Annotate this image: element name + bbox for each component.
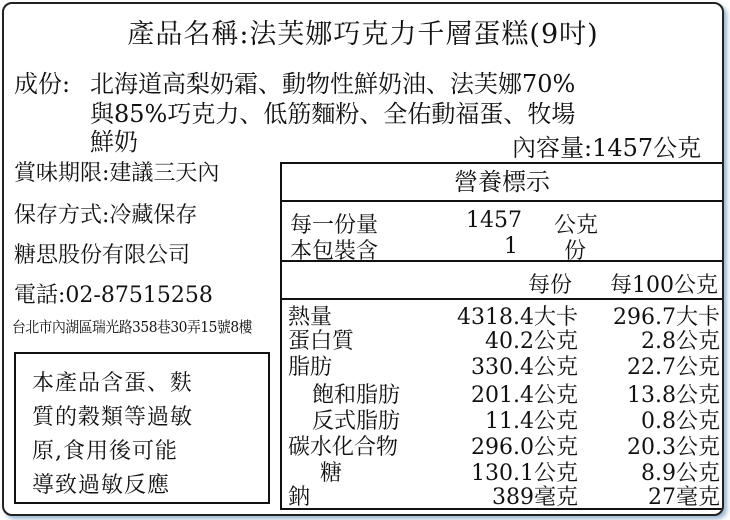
nutrient-per-100g: 27毫克 xyxy=(648,485,720,510)
nutrient-per-serving: 4318.4大卡 xyxy=(457,305,578,330)
servings-unit: 份 xyxy=(564,239,587,264)
allergy-line: 導致過敏反應 xyxy=(32,473,171,498)
nutrient-per-serving: 11.4公克 xyxy=(485,409,578,434)
table-divider xyxy=(282,260,722,262)
phone-number: 電話:02-87515258 xyxy=(14,283,213,308)
nutrient-name: 蛋白質 xyxy=(288,329,355,354)
col-per-100g: 每100公克 xyxy=(610,273,718,298)
ingredients-line: 鮮奶 xyxy=(90,128,138,156)
nutrient-per-100g: 22.7公克 xyxy=(627,355,720,380)
ingredients-line: 與85%巧克力、低筋麵粉、全佑動福蛋、牧場 xyxy=(90,100,576,128)
allergy-warning-box xyxy=(14,352,270,504)
allergy-line: 原,食用後可能 xyxy=(32,439,178,464)
nutrient-name: 脂肪 xyxy=(288,355,333,380)
serving-size-unit: 公克 xyxy=(554,213,599,238)
ingredients-label: 成份: xyxy=(14,70,71,98)
nutrition-table xyxy=(280,162,724,510)
nutrient-name: 反式脂肪 xyxy=(312,409,401,434)
product-label xyxy=(2,2,724,516)
servings-value: 1 xyxy=(504,234,518,259)
ingredients-line: 北海道高梨奶霜、動物性鮮奶油、法芙娜70% xyxy=(90,70,576,98)
nutrient-per-serving: 201.4公克 xyxy=(471,383,578,408)
company-address: 台北市內湖區瑞光路358巷30弄15號8樓 xyxy=(12,318,252,336)
allergy-line: 本產品含蛋、麩 xyxy=(32,371,194,396)
nutrient-per-100g: 0.8公克 xyxy=(641,409,720,434)
nutrition-title: 營養標示 xyxy=(282,164,722,202)
company-name: 糖思股份有限公司 xyxy=(14,243,191,268)
nutrient-name: 飽和脂肪 xyxy=(312,383,401,408)
nutrient-per-100g: 13.8公克 xyxy=(627,383,720,408)
col-per-serving: 每份 xyxy=(527,273,572,298)
allergy-line: 質的穀類等過敏 xyxy=(32,405,194,430)
nutrient-per-serving: 330.4公克 xyxy=(471,355,578,380)
nutrient-per-serving: 130.1公克 xyxy=(471,461,578,486)
nutrient-per-100g: 8.9公克 xyxy=(641,461,720,486)
nutrient-name: 糖 xyxy=(320,461,343,486)
nutrient-per-serving: 40.2公克 xyxy=(485,329,578,354)
nutrient-per-serving: 296.0公克 xyxy=(471,435,578,460)
storage-method: 保存方式:冷藏保存 xyxy=(14,203,198,228)
product-title: 產品名稱:法芙娜巧克力千層蛋糕(9吋) xyxy=(127,19,599,50)
nutrient-per-100g: 20.3公克 xyxy=(627,435,720,460)
serving-size-value: 1457 xyxy=(466,208,522,233)
net-weight: 內容量:1457公克 xyxy=(512,134,702,162)
nutrient-per-100g: 296.7大卡 xyxy=(613,305,720,330)
nutrient-name: 碳水化合物 xyxy=(288,435,399,460)
nutrient-name: 熱量 xyxy=(288,305,333,330)
serving-size-label: 每一份量 xyxy=(290,213,379,238)
nutrient-per-serving: 389毫克 xyxy=(492,485,578,510)
servings-label: 本包裝含 xyxy=(290,239,379,264)
nutrient-per-100g: 2.8公克 xyxy=(641,329,720,354)
nutrient-name: 鈉 xyxy=(288,485,311,510)
shelf-life: 賞味期限:建議三天內 xyxy=(14,161,220,186)
